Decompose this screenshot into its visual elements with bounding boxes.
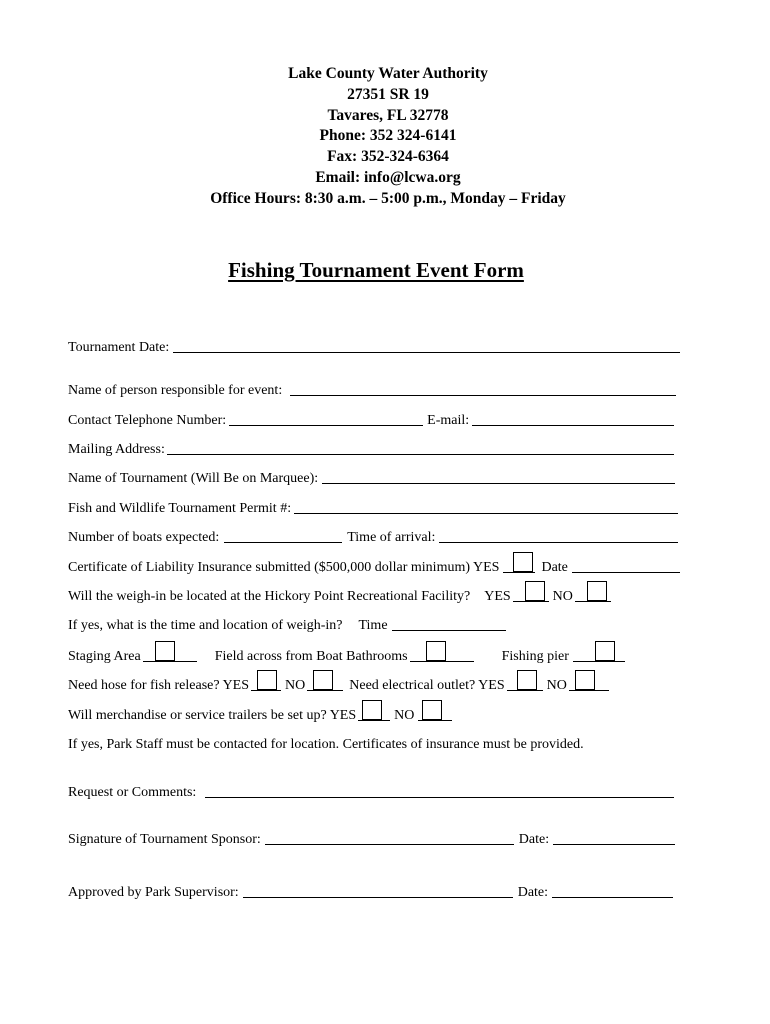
phone-label: Contact Telephone Number:: [68, 413, 227, 428]
approved-signature-field[interactable]: [243, 884, 513, 898]
merch-no-label: NO: [394, 708, 415, 723]
weigh-in-no-checkbox[interactable]: [587, 581, 607, 601]
merch-no-checkbox[interactable]: [422, 700, 442, 720]
electrical-yes-checkbox[interactable]: [517, 670, 537, 690]
permit-label: Fish and Wildlife Tournament Permit #:: [68, 501, 292, 516]
street-address: 27351 SR 19: [347, 85, 429, 103]
insurance-row: [68, 556, 680, 576]
comments-field[interactable]: [205, 784, 674, 798]
boats-label: Number of boats expected:: [68, 530, 220, 545]
responsible-label: Name of person responsible for event:: [68, 383, 283, 398]
mailing-label: Mailing Address:: [68, 442, 165, 457]
merch-yes-checkbox[interactable]: [362, 700, 382, 720]
email-field[interactable]: [472, 412, 674, 426]
weigh-in-yes-label: YES: [484, 589, 511, 604]
merch-row: [68, 704, 650, 724]
arrival-field[interactable]: [439, 529, 678, 543]
tournament-date-field[interactable]: [173, 339, 680, 353]
merch-note: If yes, Park Staff must be contacted for location. Certificates of insurance must be provided.: [68, 737, 584, 752]
signature-field[interactable]: [265, 831, 514, 845]
staging-row: [68, 645, 674, 665]
hose-row: [68, 674, 678, 694]
weigh-in-yes-checkbox[interactable]: [525, 581, 545, 601]
letterhead: [0, 64, 770, 210]
insurance-date-label: Date: [541, 560, 568, 575]
approved-row: [68, 881, 673, 901]
form-title: Fishing Tournament Event Form: [228, 258, 524, 282]
phone-field[interactable]: [229, 412, 423, 426]
hose-yes-checkbox[interactable]: [257, 670, 277, 690]
permit-field[interactable]: [294, 500, 678, 514]
electrical-no-label: NO: [546, 678, 567, 693]
arrival-label: Time of arrival:: [347, 530, 436, 545]
fax-line: Fax: 352-324-6364: [327, 148, 449, 166]
tournament-name-label: Name of Tournament (Will Be on Marquee):: [68, 471, 319, 486]
weigh-in-no-label: NO: [552, 589, 573, 604]
boats-row: [68, 526, 678, 546]
hose-label: Need hose for fish release? YES: [68, 678, 250, 693]
signature-date-label: Date:: [518, 832, 550, 847]
electrical-no-checkbox[interactable]: [575, 670, 595, 690]
signature-date-field[interactable]: [553, 831, 675, 845]
staging-area-checkbox[interactable]: [155, 641, 175, 661]
responsible-field[interactable]: [290, 382, 676, 396]
responsible-row: [68, 379, 676, 399]
signature-label: Signature of Tournament Sponsor:: [68, 832, 261, 847]
hose-no-checkbox[interactable]: [313, 670, 333, 690]
insurance-date-field[interactable]: [572, 559, 680, 573]
approved-date-label: Date:: [517, 885, 549, 900]
phone-line: Phone: 352 324-6141: [319, 127, 457, 145]
contact-row: [68, 409, 674, 429]
pier-label: Fishing pier: [501, 649, 569, 664]
merch-note-row: [68, 733, 682, 753]
email-label: E-mail:: [427, 413, 470, 428]
comments-label: Request or Comments:: [68, 785, 197, 800]
approved-date-field[interactable]: [552, 884, 673, 898]
org-name: Lake County Water Authority: [288, 65, 488, 82]
comments-row: [68, 781, 674, 801]
boats-field[interactable]: [224, 529, 342, 543]
insurance-label: Certificate of Liability Insurance submitted ($500,000 dollar minimum) YES: [68, 560, 500, 575]
approved-label: Approved by Park Supervisor:: [68, 885, 239, 900]
signature-row: [68, 828, 675, 848]
staging-label: Staging Area: [68, 649, 141, 664]
email-line: Email: info@lcwa.org: [315, 168, 461, 186]
field-label: Field across from Boat Bathrooms: [214, 649, 408, 664]
mailing-row: [68, 438, 674, 458]
tournament-date-row: [68, 336, 680, 356]
city-address: Tavares, FL 32778: [327, 106, 449, 124]
weigh-in-label: Will the weigh-in be located at the Hickory Point Recreational Facility?: [68, 589, 471, 604]
tournament-date-label: Tournament Date:: [68, 340, 170, 355]
time-label: Time: [358, 618, 388, 633]
weigh-in-time-field[interactable]: [392, 617, 506, 631]
mailing-field[interactable]: [167, 441, 674, 455]
permit-row: [68, 497, 678, 517]
merch-label: Will merchandise or service trailers be set up? YES: [68, 708, 357, 723]
weigh-in-row: [68, 585, 678, 605]
hose-no-label: NO: [285, 678, 306, 693]
electrical-label: Need electrical outlet? YES: [349, 678, 505, 693]
fishing-pier-checkbox[interactable]: [595, 641, 615, 661]
weigh-in-time-row: [68, 614, 506, 634]
office-hours: Office Hours: 8:30 a.m. – 5:00 p.m., Monday – Friday: [210, 189, 566, 207]
weigh-in-where-label: If yes, what is the time and location of weigh-in?: [68, 618, 343, 633]
tournament-name-row: [68, 467, 675, 487]
tournament-name-field[interactable]: [322, 470, 675, 484]
field-checkbox[interactable]: [426, 641, 446, 661]
insurance-yes-checkbox[interactable]: [513, 552, 533, 572]
